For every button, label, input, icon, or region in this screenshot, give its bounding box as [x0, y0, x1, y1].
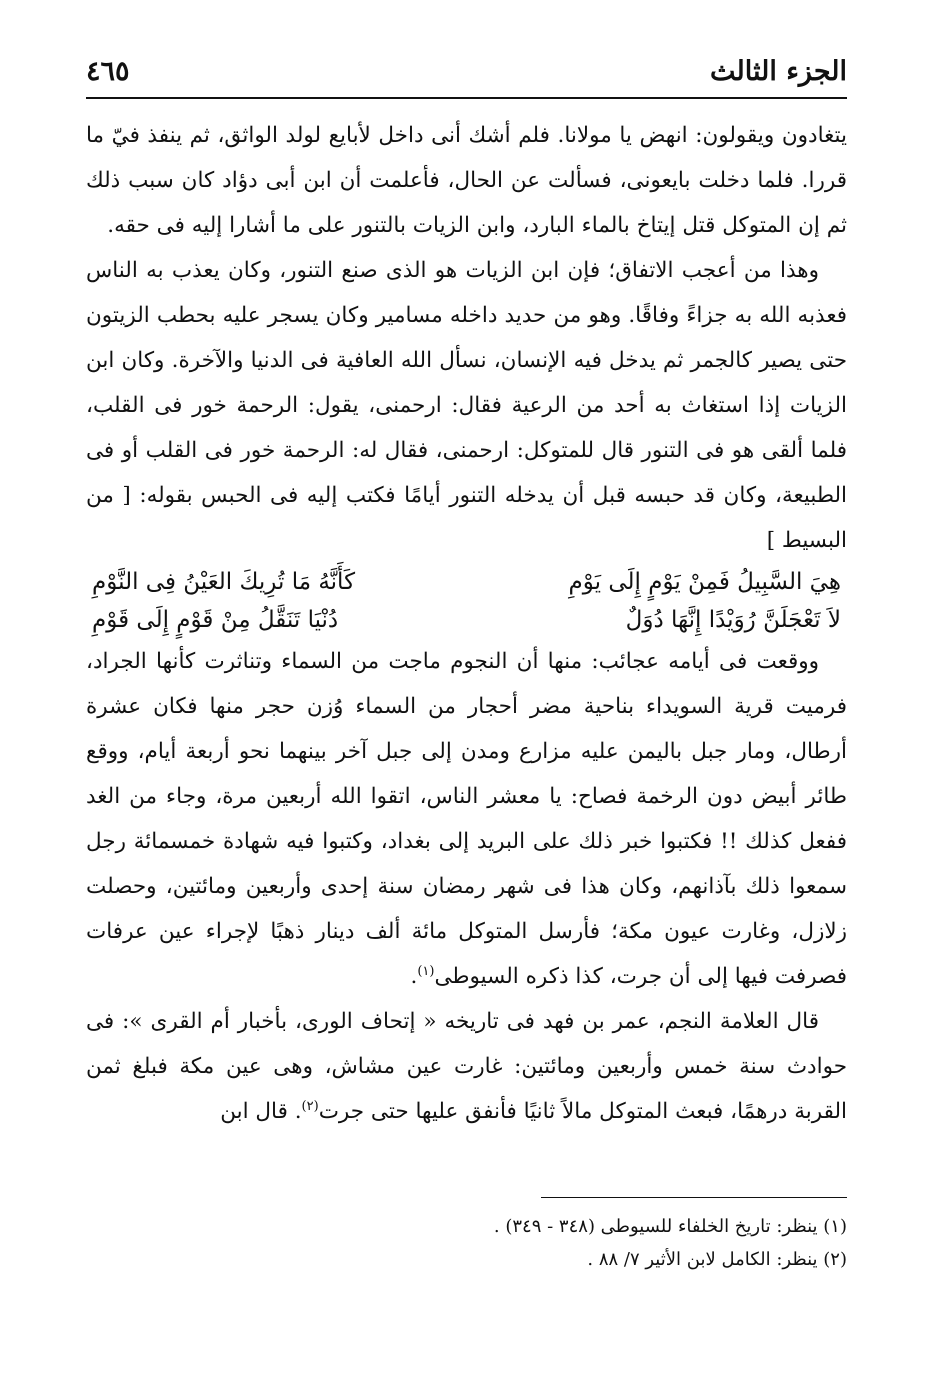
page-number: ٤٦٥ [86, 56, 130, 87]
paragraph-3-text-a: ووقعت فى أيامه عجائب: منها أن النجوم ماجت من السماء وتناثرت كأنها الجراد [92, 649, 819, 674]
poem [86, 563, 847, 639]
paragraph-4-text-b: . قال ابن [220, 1099, 302, 1124]
running-header [86, 52, 847, 92]
header-rule [86, 97, 847, 99]
footnote-2: (٢) ينظر: الكامل لابن الأثير ٧/ ٨٨ . [587, 1249, 847, 1270]
paragraph-2: وهذا من أعجب الاتفاق؛ فإن ابن الزيات هو الذى صنع التنور، وكان يعذب به الناس فعذبه الله به جزاءً وفاقًا. وهو من حديد داخله مسامير وكان يسجر عليه بحطب الزيتون حتى يصير كالجمر ثم يدخل فيه الإنسان، نسأل الله العافية فى الدنيا والآخرة. وكان ابن الزيات إذا استغاث به أحد من الرعية فقال: ارحمنى، يقول: الرحمة خور فى القلب، فلما ألقى هو فى التنور قال للمتوكل: ارحمنى، فقال له: الرحمة خور فى القلب أو فى الطبيعة، وكان قد حبسه قبل أن يدخله التنور أيامًا فكتب إليه فى الحبس بقوله: [ من البسيط ] [86, 258, 847, 553]
poem-line-2-second-hemistich: دُنْيَا تَنَقَّلُ مِنْ قَوْمٍ إِلَى قَوْمِ [92, 607, 339, 633]
paragraph-3-text-b: ، فرميت قرية السويداء بناحية مضر أحجار من السماء وُزن حجر منها فكان عشرة أرطال، ومار جبل باليمن عليه مزارع ومدن إلى جبل آخر بينهما نحو أربعة أيام، ووقع طائر أبيض دون الرخمة فصاح: يا معشر الناس، اتقوا الله أربعين مرة، وجاء من الغد ففعل كذلك !! فكتبوا خبر ذلك على البريد إلى بغداد، وكتبوا فيه شهادة خمسمائة رجل سمعوا ذلك بآذانهم، وكان هذا فى شهر رمضان سنة إحدى وأربعين ومائتين، وحصلت زلازل، وغارت عيون مكة؛ فأرسل المتوكل مائة ألف دينار ذهبًا لإجراء عين عرفات فصرفت فيها إلى أن جرت، كذا ذكره السيوطى [86, 649, 847, 989]
poem-line-1-first-hemistich: هِيَ السَّبِيلُ فَمِنْ يَوْمٍ إِلَى يَوْمِ [568, 569, 841, 595]
paragraph-4-text-a: قال العلامة النجم، عمر بن فهد فى تاريخه « إتحاف الورى، بأخبار أم القرى »: فى حوادث سنة خمس وأربعين ومائتين: غارت عين مشاش، وهى عين مكة فبلغ ثمن القربة درهمًا، فبعث المتوكل مالاً ثانيًا فأنفق عليها حتى جرت [86, 1009, 847, 1124]
footnote-ref-2[interactable]: (٢) [301, 1098, 319, 1114]
paragraph-1: يتغادون ويقولون: انهض يا مولانا. فلم أشك أنى داخل لأبايع لولد الواثق، ثم ينفذ فيّ ما قررا. فلما دخلت بايعونى، فسألت عن الحال، فأعلمت أن ابن أبى دؤاد كان سبب ذلك ثم إن المتوكل قتل إيتاخ بالماء البارد، وابن الزيات بالتنور على ما أشارا إليه فى حقه. [86, 123, 847, 238]
poem-line-1-second-hemistich: كَأَنَّهُ مَا تُرِيكَ العَيْنُ فِى النَّوْمِ [92, 569, 356, 595]
footnote-rule [541, 1197, 847, 1198]
footnote-1: (١) ينظر: تاريخ الخلفاء للسيوطى (٣٤٨ - ٣٤٩) . [493, 1216, 847, 1237]
footnote-ref-1[interactable]: (١) [417, 963, 435, 979]
poem-line-2-first-hemistich: لاَ تَعْجَلَنَّ رُوَيْدًا إِنَّهَا دُوَلٌ [625, 607, 841, 633]
poem-line-1 [92, 563, 841, 601]
paragraph-4 [86, 999, 847, 1134]
footnotes [86, 1210, 847, 1276]
poem-line-2 [92, 601, 841, 639]
chapter-title: الجزء الثالث [710, 56, 847, 87]
paragraph-3 [86, 639, 847, 999]
main-text [86, 113, 847, 1134]
paragraph-3-end: . [410, 964, 418, 989]
